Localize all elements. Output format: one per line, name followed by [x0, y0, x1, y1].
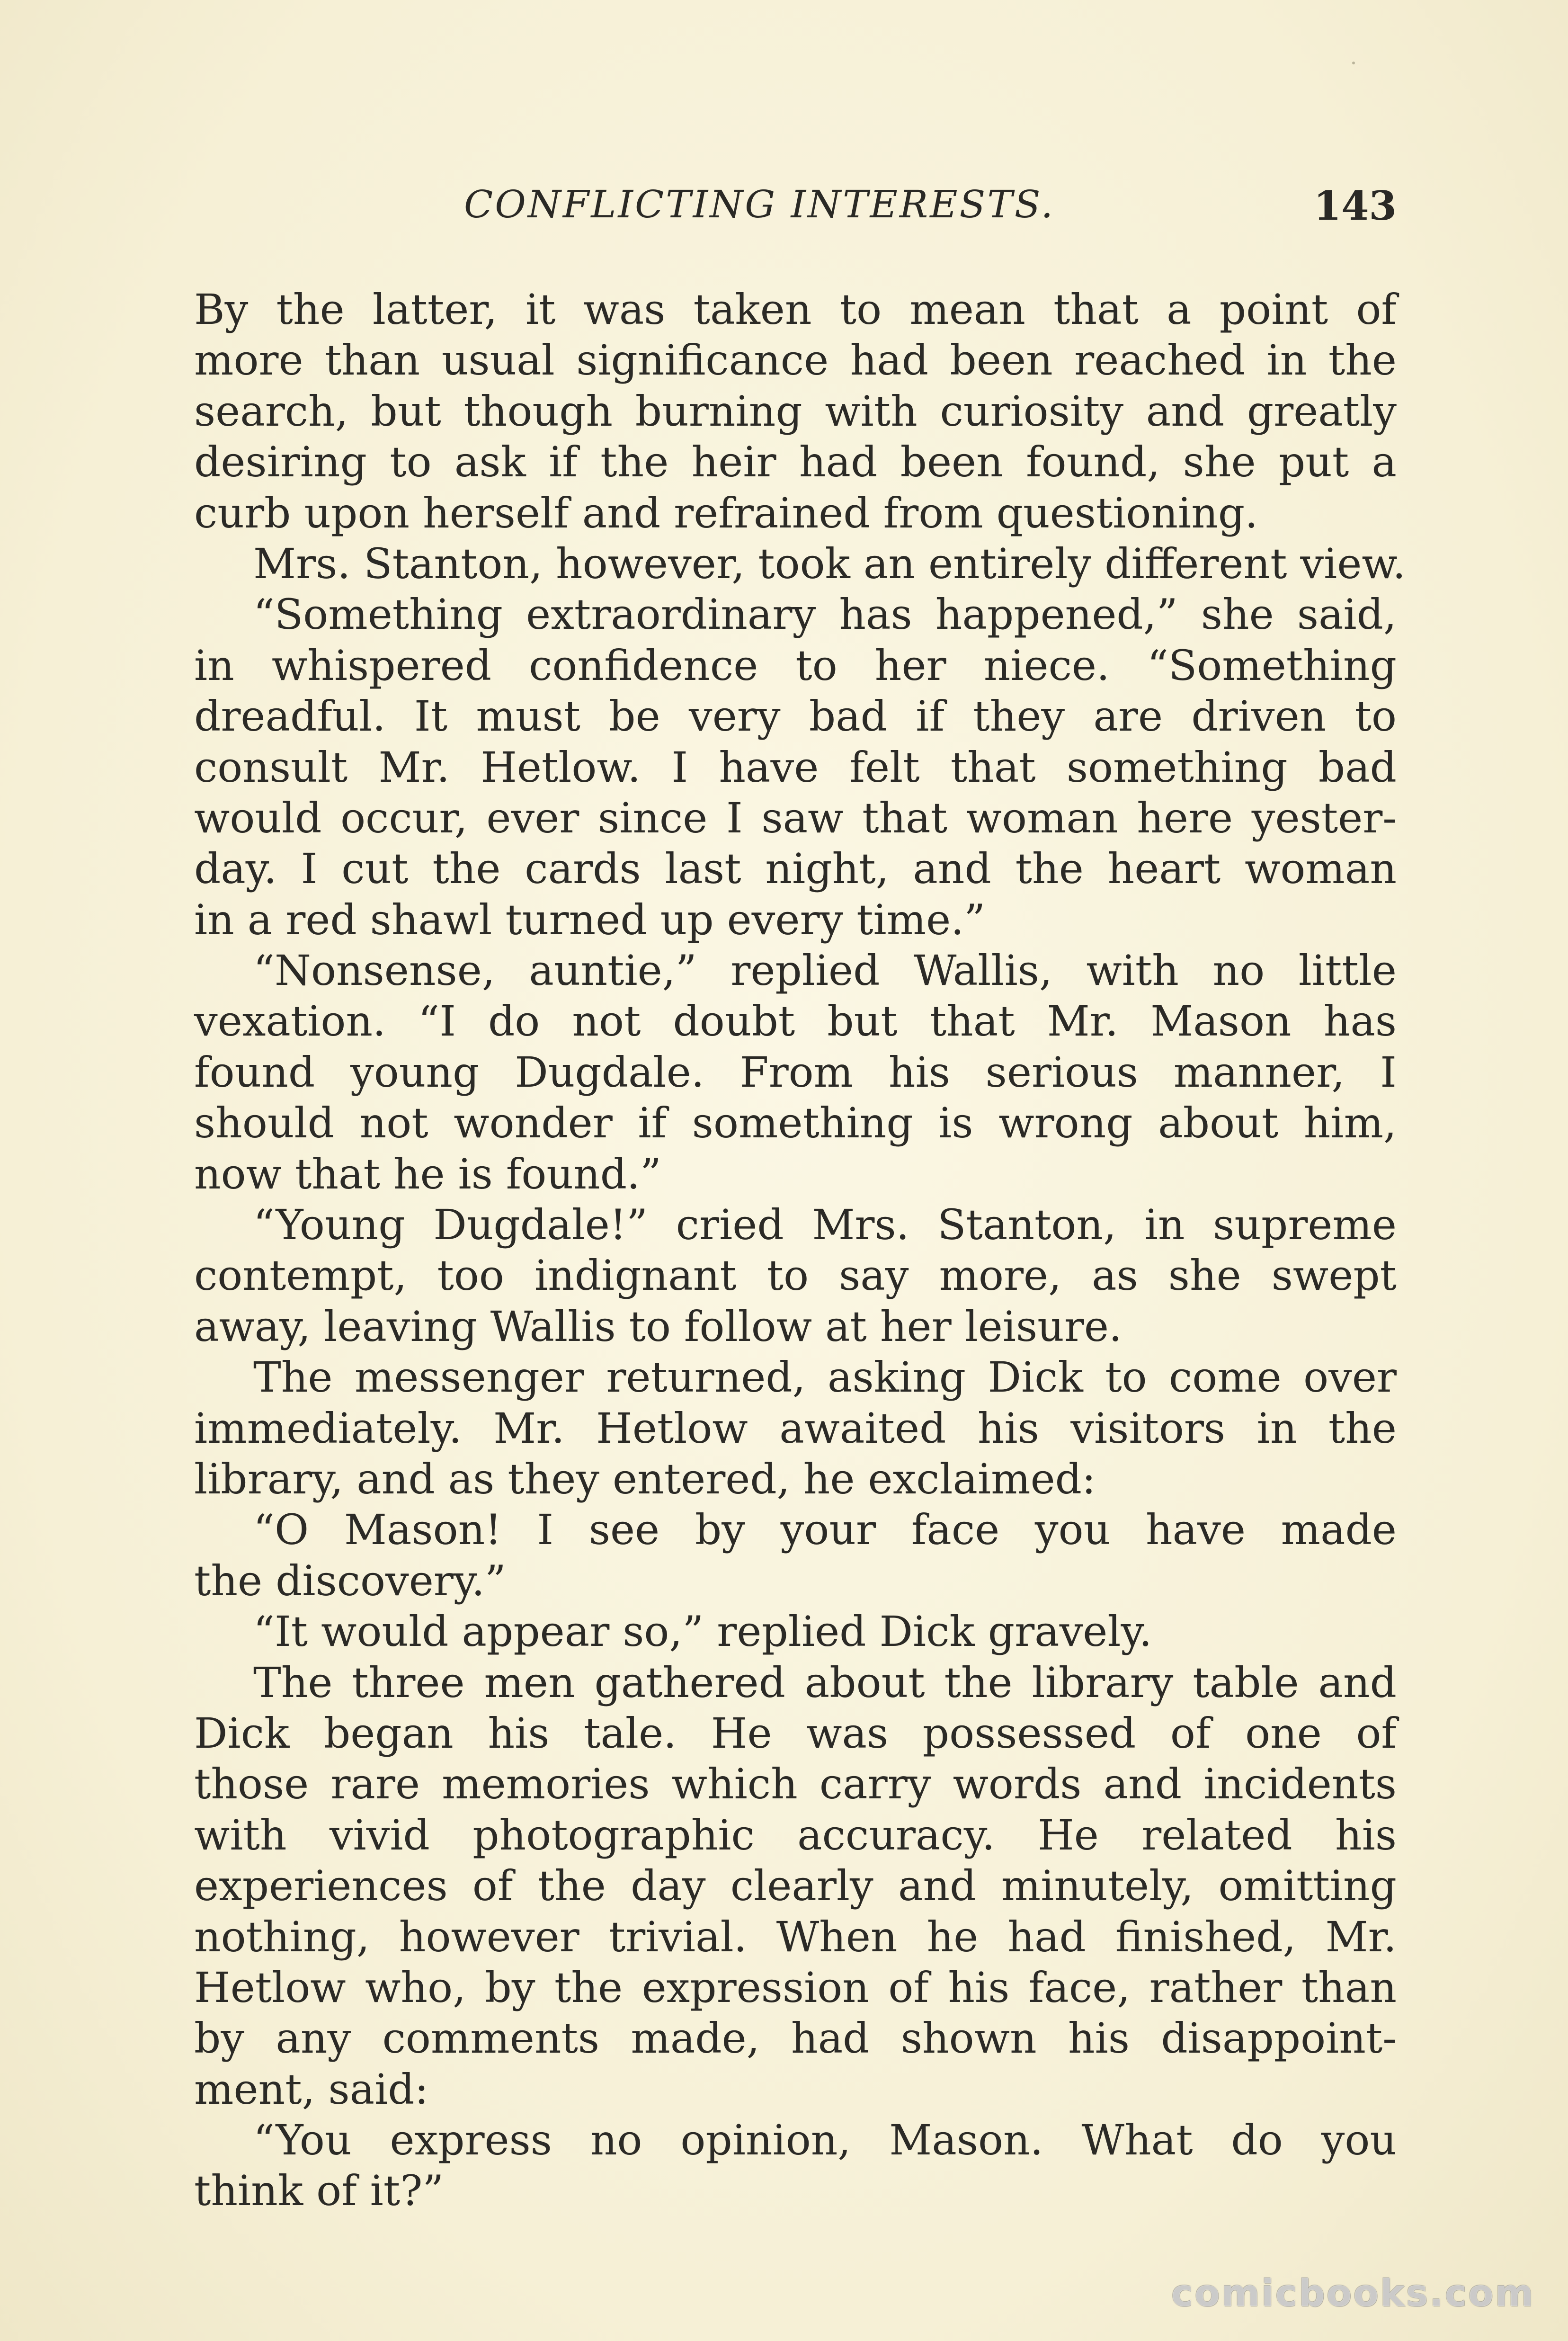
paper-speck: [1352, 62, 1355, 64]
text-line: in a red shawl turned up every time.”: [194, 895, 986, 944]
text-line: curb upon herself and refrained from questioning.: [194, 488, 1258, 537]
text-line: dreadful. It must be very bad if they are driven to: [194, 692, 1397, 741]
text-line: would occur, ever since I saw that woman here yester-: [194, 793, 1397, 842]
text-line: “Nonsense, auntie,” replied Wallis, with no little: [253, 946, 1397, 995]
text-line: “Something extraordinary has happened,” she said,: [253, 590, 1397, 639]
text-line: ment, said:: [194, 2064, 429, 2114]
text-line: Hetlow who, by the expression of his face, rather than: [194, 1963, 1397, 2012]
watermark: comicbooks.com: [1171, 2272, 1535, 2315]
text-line: by any comments made, had shown his disappoint-: [194, 2014, 1397, 2063]
text-line: think of it?”: [194, 2166, 444, 2216]
text-line: “It would appear so,” replied Dick gravely.: [253, 1607, 1152, 1656]
text-line: now that he is found.”: [194, 1149, 661, 1198]
text-line: library, and as they entered, he exclaimed:: [194, 1454, 1096, 1503]
text-line: the discovery.”: [194, 1556, 506, 1605]
text-line: Mrs. Stanton, however, took an entirely different view.: [253, 539, 1406, 588]
chapter-title: CONFLICTING INTERESTS.: [464, 182, 1055, 226]
text-line: consult Mr. Hetlow. I have felt that something bad: [194, 742, 1397, 792]
text-line: contempt, too indignant to say more, as she swept: [194, 1251, 1397, 1300]
text-line: The messenger returned, asking Dick to come over: [253, 1353, 1397, 1402]
text-line: more than usual significance had been reached in the: [194, 336, 1397, 385]
text-line: vexation. “I do not doubt but that Mr. Mason has: [194, 997, 1397, 1046]
text-line: nothing, however trivial. When he had finished, Mr.: [194, 1912, 1397, 1961]
text-line: Dick began his tale. He was possessed of one of: [194, 1708, 1397, 1758]
text-line: “You express no opinion, Mason. What do you: [253, 2116, 1397, 2165]
text-line: By the latter, it was taken to mean that a point of: [194, 285, 1397, 334]
text-line: in whispered confidence to her niece. “Something: [194, 641, 1397, 690]
page-number: 143: [1313, 182, 1397, 229]
text-line: should not wonder if something is wrong about him,: [194, 1099, 1397, 1148]
text-line: those rare memories which carry words and incidents: [194, 1760, 1397, 1809]
text-line: found young Dugdale. From his serious manner, I: [194, 1047, 1397, 1097]
text-line: away, leaving Wallis to follow at her leisure.: [194, 1302, 1122, 1351]
text-line: search, but though burning with curiosity and greatly: [194, 386, 1397, 436]
text-line: “O Mason! I see by your face you have made: [253, 1505, 1397, 1555]
text-line: with vivid photographic accuracy. He related his: [194, 1810, 1397, 1859]
text-line: day. I cut the cards last night, and the heart woman: [194, 844, 1397, 894]
body-text: [194, 284, 1406, 2216]
text-line: “Young Dugdale!” cried Mrs. Stanton, in supreme: [253, 1200, 1397, 1250]
running-head: [194, 182, 1397, 239]
text-line: desiring to ask if the heir had been found, she put a: [194, 438, 1397, 487]
text-line: immediately. Mr. Hetlow awaited his visitors in the: [194, 1403, 1397, 1453]
text-line: The three men gathered about the library table and: [253, 1658, 1397, 1707]
text-line: experiences of the day clearly and minutely, omitting: [194, 1861, 1397, 1911]
